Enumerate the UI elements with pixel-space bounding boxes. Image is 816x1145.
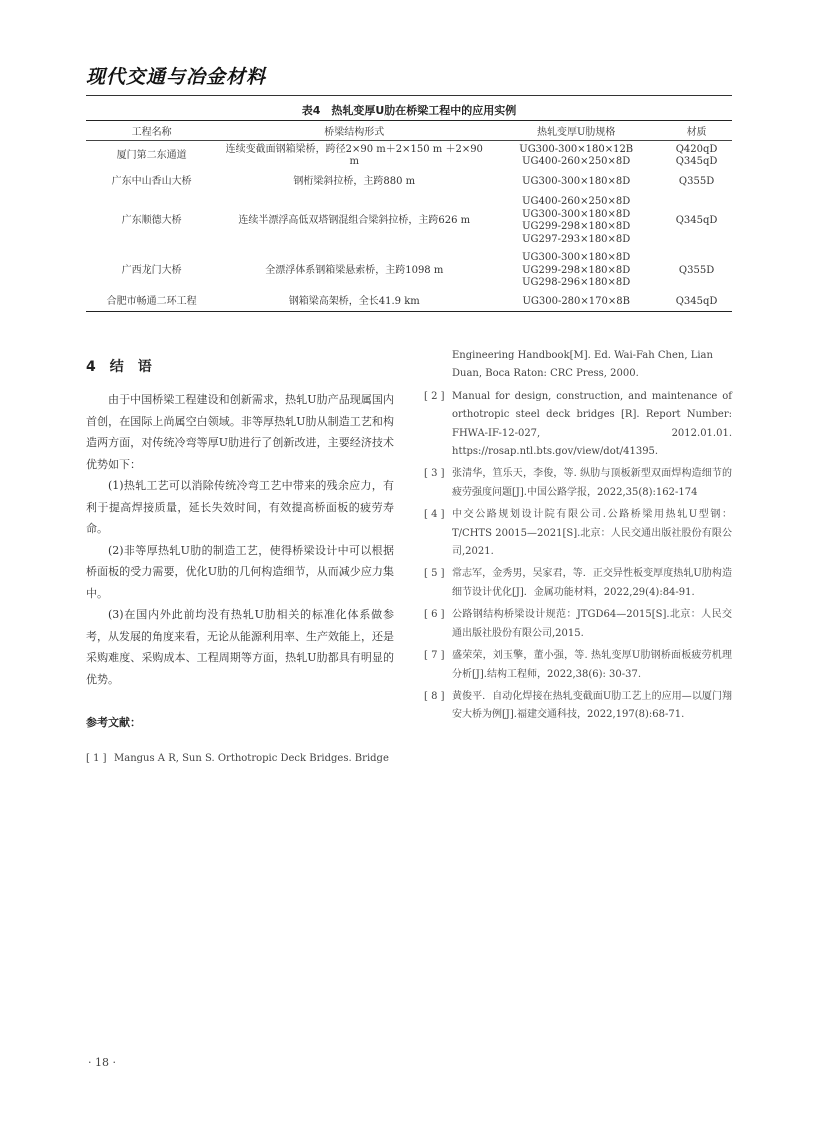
right-column bbox=[424, 347, 732, 729]
table-title: 表4 热轧变厚U肋在桥梁工程中的应用实例 bbox=[301, 104, 517, 117]
reference-item bbox=[424, 506, 732, 561]
cell-materials bbox=[661, 249, 732, 293]
section-title: 4 结 语 bbox=[86, 359, 152, 375]
reference-number: [ 6 ] bbox=[424, 609, 445, 621]
header-material: 材质 bbox=[661, 121, 732, 141]
spec-line: UG299-298×180×8D bbox=[522, 264, 631, 276]
reference-number: [ 3 ] bbox=[424, 468, 445, 480]
body-paragraph: (3)在国内外此前均没有热轧U肋相关的标准化体系做参考，从发展的角度来看，无论从能源利用率、生产效能上，还是采购难度、采购成本、工程周期等方面，热轧U肋都具有明显的优势。 bbox=[86, 608, 394, 686]
reference-text: 黄俊平．自动化焊接在热轧变截面U肋工艺上的应用—以厦门翔安大桥为例[J].福建交通科技，2022,197(8):68-71. bbox=[452, 690, 732, 721]
spec-line: UG400-260×250×8D bbox=[522, 196, 631, 207]
references-title: 参考文献： bbox=[86, 716, 141, 729]
table-row bbox=[86, 171, 732, 193]
spec-line: UG300-300×180×8D bbox=[522, 208, 631, 220]
cell-project-name: 厦门第二东通道 bbox=[116, 149, 187, 161]
left-column bbox=[86, 352, 394, 772]
cell-specs bbox=[491, 293, 661, 312]
body-paragraph: 由于中国桥梁工程建设和创新需求，热轧U肋产品现属国内首创，在国际上尚属空白领域。非等厚热轧U肋从制造工艺和构造两方面，对传统冷弯等厚U肋进行了创新改进，主要经济技术优势如下： bbox=[86, 393, 394, 471]
cell-structure: 全漂浮体系钢箱梁悬索桥，主跨1098 m bbox=[265, 264, 444, 276]
header-u-rib-spec: 热轧变厚U肋规格 bbox=[491, 121, 661, 141]
reference-item bbox=[424, 647, 732, 684]
table-row bbox=[86, 293, 732, 312]
reference-item bbox=[86, 750, 394, 768]
reference-number: [ 1 ] bbox=[86, 753, 107, 764]
reference-text: Mangus A R, Sun S. Orthotropic Deck Bridges. Bridge bbox=[114, 753, 389, 764]
spec-line: UG300-280×170×8B bbox=[522, 295, 630, 307]
spec-line: UG299-298×180×8D bbox=[522, 221, 631, 232]
reference-text: 盛荣荣，刘玉擎，董小强，等. 热轧变厚U肋钢桥面板疲劳机理分析[J].结构工程师，2022,38(6): 30-37. bbox=[452, 650, 732, 680]
cell-materials bbox=[661, 141, 732, 172]
header-project-name: 工程名称 bbox=[86, 121, 217, 141]
reference-number: [ 8 ] bbox=[424, 690, 445, 702]
reference-item bbox=[424, 465, 732, 502]
cell-project-name: 合肥市畅通二环工程 bbox=[86, 293, 217, 312]
reference-item bbox=[424, 688, 732, 725]
cell-structure: 钢箱梁高架桥，全长41.9 km bbox=[217, 293, 491, 312]
cell-specs bbox=[491, 249, 661, 293]
spec-line: UG300-300×180×8D bbox=[522, 175, 631, 187]
reference-text: 中交公路规划设计院有限公司.公路桥梁用热轧U型钢：T/CHTS 20015—2021[S].北京：人民交通出版社股份有限公司,2021. bbox=[452, 509, 732, 558]
bridge-application-table bbox=[86, 120, 732, 312]
cell-materials bbox=[661, 171, 732, 193]
reference-number: [ 4 ] bbox=[424, 509, 445, 521]
reference-item bbox=[424, 606, 732, 643]
cell-specs bbox=[491, 141, 661, 172]
cell-structure: 连续半漂浮高低双塔钢混组合梁斜拉桥，主跨626 m bbox=[238, 214, 471, 226]
cell-structure: 连续变截面钢箱梁桥，跨径2×90 m＋2×150 m ＋2×90 m bbox=[225, 143, 483, 167]
reference-text: Manual for design, construction, and maintenance of orthotropic steel deck bridges [R]. Report Number: FHWA-IF-12-027, 2012.01.01. https://rosap.ntl.bts.gov/view/dot/41395. bbox=[452, 390, 732, 458]
cell-materials bbox=[661, 293, 732, 312]
material-line: Q345qD bbox=[675, 295, 718, 307]
reference-item bbox=[424, 565, 732, 602]
reference-text: 张清华，笪乐天，李俊，等. 纵肋与顶板新型双面焊构造细节的疲劳强度问题[J].中国公路学报，2022,35(8):162-174 bbox=[452, 468, 732, 498]
journal-logo: 现代交通与冶金材料 bbox=[86, 66, 267, 88]
spec-line: UG300-300×180×12B bbox=[519, 143, 634, 155]
cell-project-name: 广西龙门大桥 bbox=[121, 264, 182, 276]
material-line: Q355D bbox=[678, 264, 715, 276]
reference-text: 常志军，金秀男，吴家君，等．正交异性板变厚度热轧U肋构造细节设计优化[J]．金属功能材料，2022,29(4):84-91. bbox=[452, 568, 732, 598]
reference-text: 公路钢结构桥梁设计规范：JTGD64—2015[S].北京：人民交通出版社股份有限公司,2015. bbox=[452, 609, 732, 639]
reference-continuation: Engineering Handbook[M]. Ed. Wai-Fah Chen, Lian Duan, Boca Raton: CRC Press, 2000. bbox=[452, 350, 713, 380]
cell-structure: 钢桁梁斜拉桥，主跨880 m bbox=[293, 175, 416, 187]
spec-line: UG297-293×180×8D bbox=[522, 233, 631, 245]
header-bridge-structure: 桥梁结构形式 bbox=[217, 121, 491, 141]
material-line: Q345qD bbox=[675, 214, 718, 226]
material-line: Q420qD bbox=[675, 143, 718, 155]
cell-materials bbox=[661, 193, 732, 249]
table-header-row bbox=[86, 121, 732, 141]
material-line: Q345qD bbox=[675, 156, 718, 167]
spec-line: UG400-260×250×8D bbox=[522, 156, 631, 167]
reference-number: [ 7 ] bbox=[424, 650, 445, 662]
body-paragraph: (1)热轧工艺可以消除传统冷弯工艺中带来的残余应力，有利于提高焊接质量，延长失效时间，有效提高桥面板的疲劳寿命。 bbox=[86, 479, 394, 535]
body-paragraph: (2)非等厚热轧U肋的制造工艺，使得桥梁设计中可以根据桥面板的受力需要，优化U肋的几何构造细节，从而减少应力集中。 bbox=[86, 543, 394, 600]
spec-line: UG298-296×180×8D bbox=[522, 277, 631, 289]
table-row bbox=[86, 249, 732, 293]
spec-line: UG300-300×180×8D bbox=[522, 252, 631, 264]
header-rule bbox=[86, 95, 732, 96]
table-row bbox=[86, 193, 732, 249]
page-number: · 18 · bbox=[88, 1056, 116, 1069]
material-line: Q355D bbox=[678, 175, 715, 187]
table-row bbox=[86, 141, 732, 172]
cell-project-name: 广东顺德大桥 bbox=[121, 214, 182, 226]
reference-item bbox=[424, 388, 732, 462]
reference-number: [ 2 ] bbox=[424, 390, 445, 402]
cell-specs bbox=[491, 193, 661, 249]
reference-number: [ 5 ] bbox=[424, 568, 445, 580]
cell-project-name: 广东中山香山大桥 bbox=[111, 175, 192, 187]
cell-specs bbox=[491, 171, 661, 193]
